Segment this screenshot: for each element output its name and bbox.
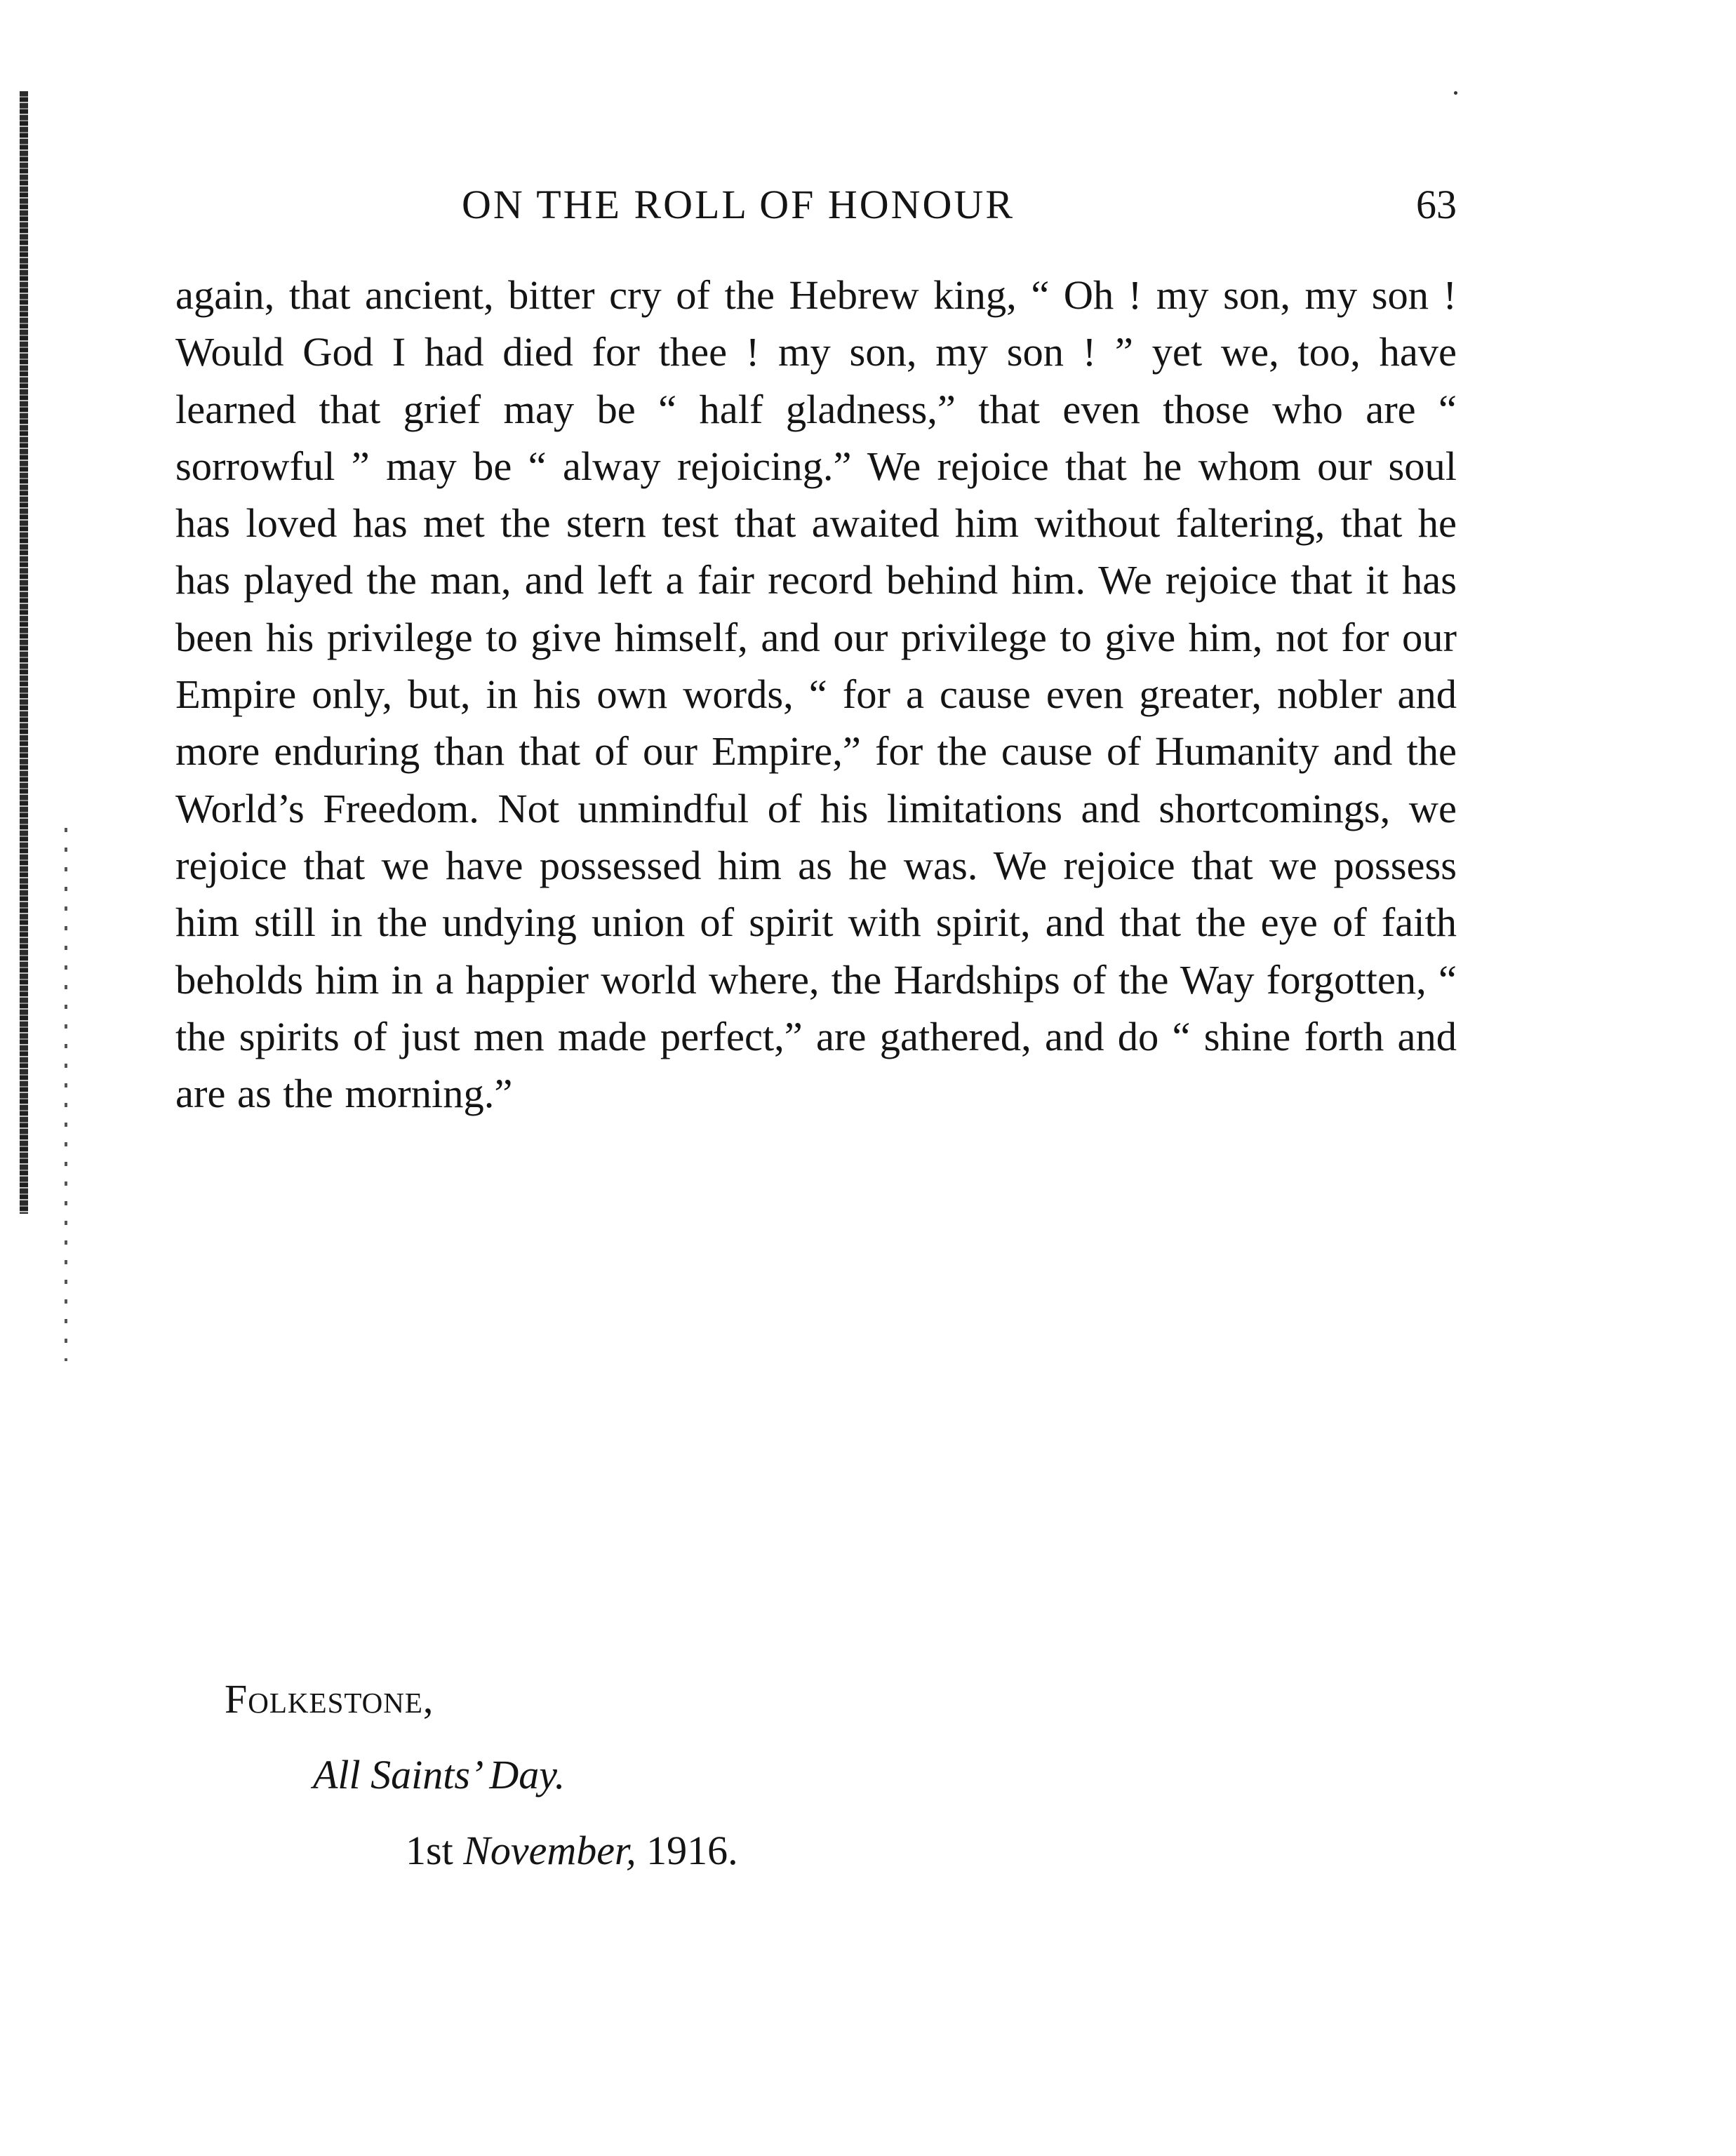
date-year: 1916. — [646, 1828, 738, 1873]
binding-edge-shadow — [20, 91, 28, 1214]
running-title: ON THE ROLL OF HONOUR — [462, 182, 1015, 227]
signature-place: Folkestone, — [225, 1676, 434, 1722]
running-head — [175, 177, 1457, 233]
page-number: 63 — [1416, 182, 1457, 227]
signature-date — [406, 1821, 738, 1880]
date-ordinal: 1st — [406, 1828, 453, 1873]
scan-speck — [1454, 91, 1457, 95]
date-month: November, — [463, 1828, 636, 1873]
signature-day: All Saints’ Day. — [313, 1752, 566, 1797]
binding-edge-dots — [65, 828, 67, 1361]
body-paragraph: again, that ancient, bitter cry of the Hebrew king, “ Oh ! my son, my son ! Would God I had died for thee ! my son, my son ! ” yet we, too, have learned that grief may be “ half gladness,” that even those who are “ sorrowful ” may be “ alway rejoicing.” We rejoice that he whom our soul has loved has met the stern test that awaited him without faltering, that he has played the man, and left a fair record behind him. We rejoice that it has been his privilege to give himself, and our privilege to give him, not for our Empire only, but, in his own words, “ for a cause even greater, nobler and more enduring than that of our Empire,” for the cause of Humanity and the World’s Freedom. Not unmindful of his limitations and shortcomings, we rejoice that we have possessed him as he was. We rejoice that we possess him still in the undying union of spirit with spirit, and that the eye of faith beholds him in a happier world where, the Hardships of the Way forgotten, “ the spirits of just men made perfect,” are gathered, and do “ shine forth and are as the morning.” — [175, 272, 1457, 1117]
